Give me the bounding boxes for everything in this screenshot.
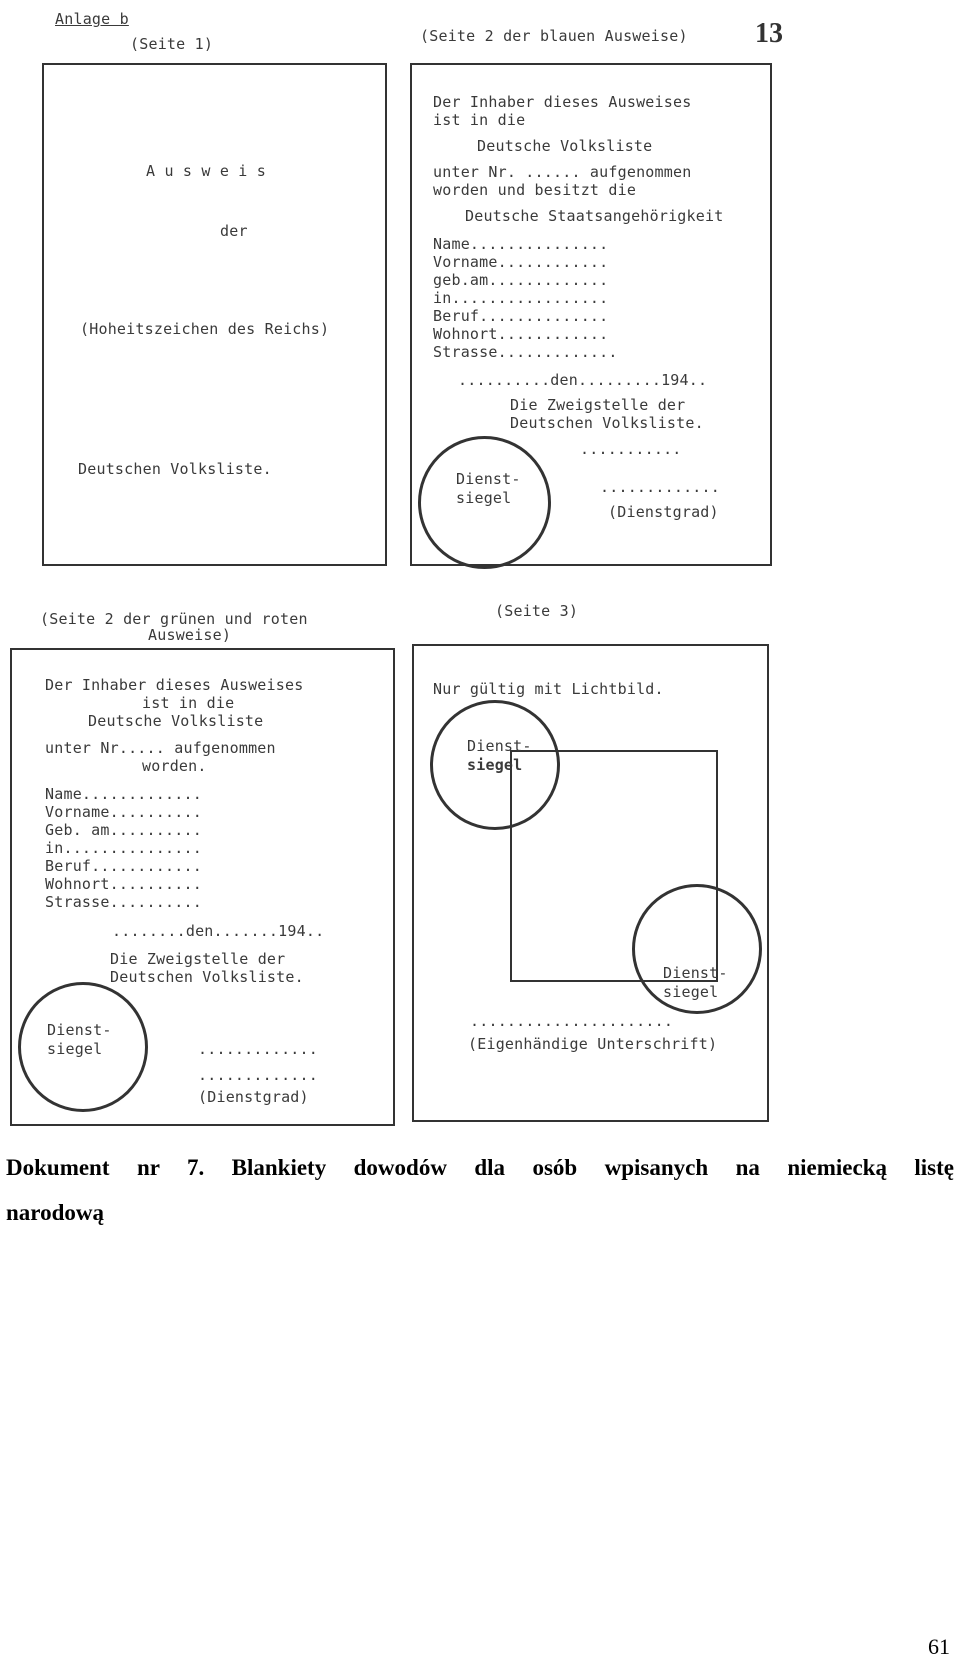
page-mark: 13 (755, 18, 783, 49)
c3-dienstgrad: (Dienstgrad) (198, 1088, 309, 1106)
c4-lichtbild: Nur gültig mit Lichtbild. (433, 680, 664, 698)
c2-zweigstelle-1: Die Zweigstelle der (510, 396, 686, 414)
c2-den-line: ..........den.........194.. (458, 371, 708, 389)
seite-3-label: (Seite 3) (495, 602, 579, 620)
c4-siegel-b2: siegel (663, 983, 719, 1001)
c3-field-wohnort: Wohnort.......... (45, 875, 202, 893)
c2-line5: worden und besitzt die (433, 181, 637, 199)
card-seite-1 (42, 63, 387, 566)
seite-2-gruen-label-2: Ausweise) (148, 626, 232, 644)
c2-line4: unter Nr. ...... aufgenommen (433, 163, 692, 181)
volksliste-label: Deutschen Volksliste. (78, 460, 272, 478)
c3-line4: unter Nr..... aufgenommen (45, 739, 276, 757)
c4-unterschrift: (Eigenhändige Unterschrift) (468, 1035, 718, 1053)
c2-field-geb: geb.am............. (433, 271, 609, 289)
seite-2-blau-label: (Seite 2 der blauen Ausweise) (420, 27, 688, 45)
c2-siegel-2: siegel (456, 489, 512, 507)
caption-line-1: Dokument nr 7. Blankiety dowodów dla osób wpisanych na niemiecką listę (6, 1155, 954, 1180)
c2-field-strasse: Strasse............. (433, 343, 618, 361)
c2-line1: Der Inhaber dieses Ausweises (433, 93, 692, 111)
c3-line5: worden. (142, 757, 207, 775)
c3-line3: Deutsche Volksliste (88, 712, 264, 730)
c3-field-geb: Geb. am.......... (45, 821, 202, 839)
c4-siegel-b1: Dienst- (663, 964, 728, 982)
c3-field-beruf: Beruf............ (45, 857, 202, 875)
c3-field-in: in............... (45, 839, 202, 857)
c2-field-name: Name............... (433, 235, 609, 253)
c3-line1: Der Inhaber dieses Ausweises (45, 676, 304, 694)
c3-zweigstelle-1: Die Zweigstelle der (110, 950, 286, 968)
c3-den-line: ........den.......194.. (112, 922, 325, 940)
seite-2-gruen-label-1: (Seite 2 der grünen und roten (40, 610, 308, 628)
c2-field-beruf: Beruf.............. (433, 307, 609, 325)
der-label: der (220, 222, 248, 240)
c4-siegel-a2: siegel (467, 756, 523, 774)
c2-field-wohnort: Wohnort............ (433, 325, 609, 343)
c2-dienstgrad: (Dienstgrad) (608, 503, 719, 521)
anlage-label: Anlage b (55, 10, 129, 28)
c2-dots-1: ........... (580, 440, 682, 458)
seite-1-label: (Seite 1) (130, 35, 214, 53)
ausweis-title: A u s w e i s (146, 162, 266, 180)
c2-dots-2: ............. (600, 478, 720, 496)
c2-field-vorname: Vorname............ (433, 253, 609, 271)
caption-line-2: narodową (6, 1200, 104, 1225)
c3-siegel-2: siegel (47, 1040, 103, 1058)
c2-field-in: in................. (433, 289, 609, 307)
c3-dots-2: ............. (198, 1066, 318, 1084)
c3-line2: ist in die (142, 694, 235, 712)
c4-siegel-a1: Dienst- (467, 737, 532, 755)
c2-line3: Deutsche Volksliste (477, 137, 653, 155)
c2-zweigstelle-2: Deutschen Volksliste. (510, 414, 704, 432)
c3-dots-1: ............. (198, 1040, 318, 1058)
c4-signature-dots: ...................... (470, 1012, 674, 1030)
hoheitszeichen-label: (Hoheitszeichen des Reichs) (80, 320, 330, 338)
c2-line2: ist in die (433, 111, 526, 129)
c2-line6: Deutsche Staatsangehörigkeit (465, 207, 724, 225)
c3-field-name: Name............. (45, 785, 202, 803)
c3-field-vorname: Vorname.......... (45, 803, 202, 821)
c3-siegel-1: Dienst- (47, 1021, 112, 1039)
c2-siegel-1: Dienst- (456, 470, 521, 488)
page-number: 61 (928, 1634, 950, 1659)
c3-zweigstelle-2: Deutschen Volksliste. (110, 968, 304, 986)
c3-field-strasse: Strasse.......... (45, 893, 202, 911)
